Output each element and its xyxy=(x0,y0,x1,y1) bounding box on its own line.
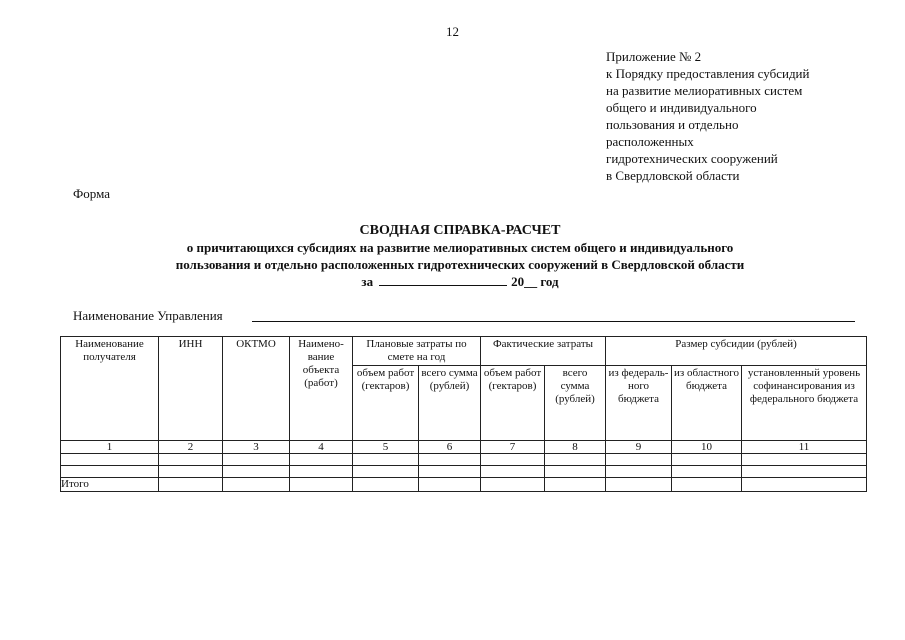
table-cell[interactable] xyxy=(481,466,545,478)
document-title: СВОДНАЯ СПРАВКА-РАСЧЕТ xyxy=(359,223,561,238)
column-number: 8 xyxy=(545,441,606,454)
column-number: 2 xyxy=(159,441,223,454)
document-title-block xyxy=(60,222,860,290)
header-actual-sum: всего сумма (рублей) xyxy=(545,366,606,441)
table-cell[interactable] xyxy=(159,466,223,478)
column-number-row xyxy=(61,441,867,454)
table-cell[interactable] xyxy=(419,478,481,492)
table-row xyxy=(61,466,867,478)
column-number: 6 xyxy=(419,441,481,454)
header-recipient: Наименование получателя xyxy=(61,337,159,441)
appendix-block xyxy=(606,48,886,184)
table-cell[interactable] xyxy=(672,478,742,492)
period-line xyxy=(60,273,860,290)
department-blank-field[interactable] xyxy=(252,321,855,322)
header-inn: ИНН xyxy=(159,337,223,441)
table-cell[interactable] xyxy=(742,478,867,492)
table-cell[interactable] xyxy=(353,478,419,492)
appendix-line: гидротехнических сооружений xyxy=(606,151,778,166)
appendix-line: Приложение № 2 xyxy=(606,49,702,64)
table-header-row xyxy=(61,337,867,366)
column-number: 1 xyxy=(61,441,159,454)
column-number: 7 xyxy=(481,441,545,454)
appendix-line: расположенных xyxy=(606,134,694,149)
table-cell[interactable] xyxy=(223,466,290,478)
table-cell[interactable] xyxy=(353,466,419,478)
column-number: 9 xyxy=(606,441,672,454)
table-cell[interactable] xyxy=(481,478,545,492)
table-cell[interactable] xyxy=(545,478,606,492)
column-number: 10 xyxy=(672,441,742,454)
table-cell[interactable] xyxy=(290,466,353,478)
table-cell[interactable] xyxy=(61,466,159,478)
table-cell[interactable] xyxy=(61,454,159,466)
column-number: 3 xyxy=(223,441,290,454)
table-cell[interactable] xyxy=(606,478,672,492)
appendix-line: к Порядку предоставления субсидий xyxy=(606,66,810,81)
header-planned-sum: всего сумма (рублей) xyxy=(419,366,481,441)
document-subtitle-line-2: пользования и отдельно расположенных гидротехнических сооружений в Свердловской области xyxy=(175,257,745,272)
table-cell[interactable] xyxy=(290,454,353,466)
header-planned-costs: Плановые затраты по смете на год xyxy=(353,337,481,366)
table-cell[interactable] xyxy=(481,454,545,466)
appendix-line: пользования и отдельно xyxy=(606,117,739,132)
table-row xyxy=(61,454,867,466)
period-blank-field[interactable] xyxy=(379,273,507,286)
column-number: 5 xyxy=(353,441,419,454)
header-planned-volume: объем работ (гектаров) xyxy=(353,366,419,441)
table-cell[interactable] xyxy=(419,454,481,466)
period-prefix: за xyxy=(361,274,374,289)
table-cell[interactable] xyxy=(672,454,742,466)
department-label: Наименование Управления xyxy=(73,308,223,323)
page-number: 12 xyxy=(446,24,459,39)
header-federal-budget: из федераль-ного бюджета xyxy=(606,366,672,441)
table-cell[interactable] xyxy=(545,454,606,466)
appendix-line: общего и индивидуального xyxy=(606,100,757,115)
header-object: Наимено-вание объекта (работ) xyxy=(290,337,353,441)
table-cell[interactable] xyxy=(606,454,672,466)
subsidy-calculation-table xyxy=(60,336,867,492)
column-number: 4 xyxy=(290,441,353,454)
total-label: Итого xyxy=(61,478,159,492)
header-subsidy-amount: Размер субсидии (рублей) xyxy=(606,337,867,366)
header-cofinancing-level: установленный уровень софинансирования из федерального бюджета xyxy=(742,366,867,441)
table-cell[interactable] xyxy=(353,454,419,466)
table-cell[interactable] xyxy=(223,454,290,466)
table-cell[interactable] xyxy=(606,466,672,478)
table-cell[interactable] xyxy=(223,478,290,492)
header-oktmo: ОКТМО xyxy=(223,337,290,441)
header-actual-costs: Фактические затраты xyxy=(481,337,606,366)
table-cell[interactable] xyxy=(742,454,867,466)
table-cell[interactable] xyxy=(159,478,223,492)
table-cell[interactable] xyxy=(545,466,606,478)
form-label: Форма xyxy=(73,186,110,201)
total-row xyxy=(61,478,867,492)
table-cell[interactable] xyxy=(672,466,742,478)
header-regional-budget: из областного бюджета xyxy=(672,366,742,441)
appendix-line: в Свердловской области xyxy=(606,168,740,183)
document-subtitle-line-1: о причитающихся субсидиях на развитие мелиоративных систем общего и индивидуального xyxy=(186,240,734,255)
appendix-line: на развитие мелиоративных систем xyxy=(606,83,803,98)
column-number: 11 xyxy=(742,441,867,454)
table-cell[interactable] xyxy=(419,466,481,478)
table-cell[interactable] xyxy=(742,466,867,478)
period-year: 20__ год xyxy=(511,274,559,289)
table-cell[interactable] xyxy=(290,478,353,492)
table-cell[interactable] xyxy=(159,454,223,466)
header-actual-volume: объем работ (гектаров) xyxy=(481,366,545,441)
